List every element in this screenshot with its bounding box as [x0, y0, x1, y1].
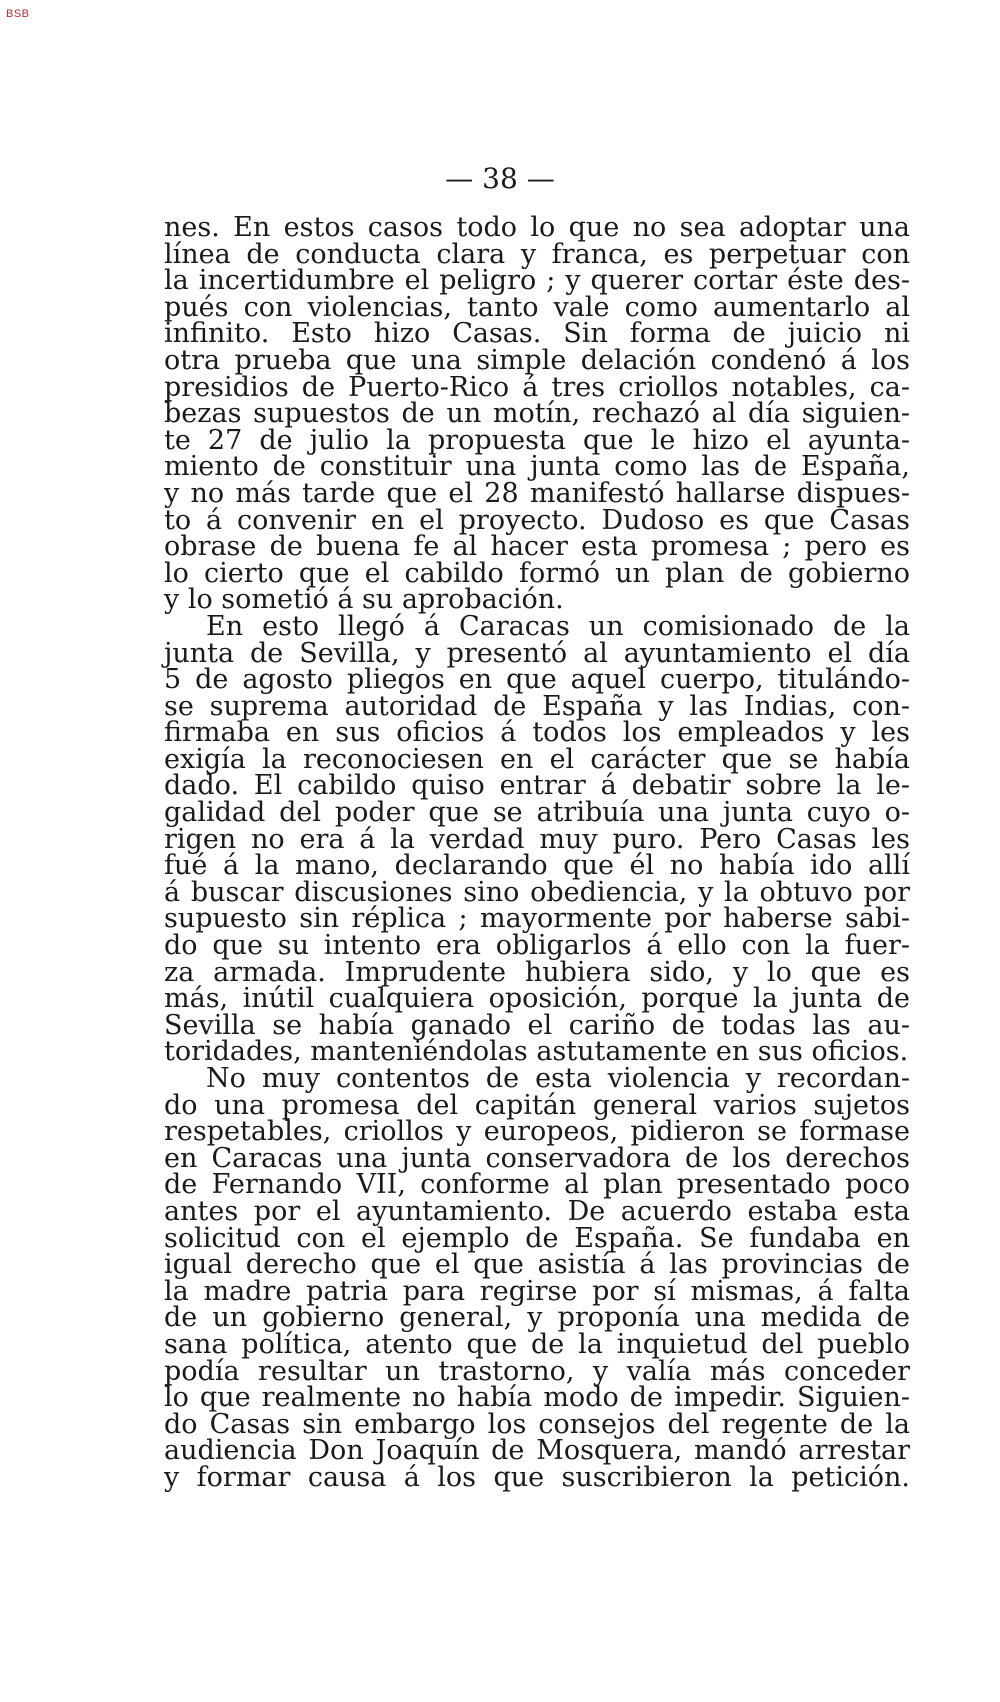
text-line: supuesto sin réplica ; mayormente por haberse sabi- [164, 903, 910, 935]
text-line: á buscar discusiones sino obediencia, y la obtuvo por [164, 876, 910, 908]
text-line: junta de Sevilla, y presentó al ayuntamiento el día [164, 637, 910, 669]
text-line: y no más tarde que el 28 manifestó hallarse dispues- [164, 477, 910, 509]
text-line: más, inútil cualquiera oposición, porque la junta de [164, 983, 910, 1015]
body-text [164, 212, 910, 1493]
text-line: to á convenir en el proyecto. Dudoso es que Casas [164, 504, 910, 536]
text-line: za armada. Imprudente hubiera sido, y lo que es [164, 956, 910, 988]
text-line: de Fernando VII, conforme al plan presentado poco [164, 1169, 910, 1201]
text-line: otra prueba que una simple delación condenó á los [164, 344, 910, 376]
text-line: se suprema autoridad de España y las Indias, con- [164, 690, 910, 722]
text-line: rigen no era á la verdad muy puro. Pero Casas les [164, 823, 910, 855]
text-line: y formar causa á los que suscribieron la petición. [164, 1461, 910, 1493]
text-line: podía resultar un trastorno, y valía más conceder [164, 1355, 910, 1387]
text-line: te 27 de julio la propuesta que le hizo el ayunta- [164, 424, 910, 456]
text-line: presidios de Puerto-Rico á tres criollos notables, ca- [164, 371, 910, 403]
text-line: en Caracas una junta conservadora de los derechos [164, 1142, 910, 1174]
text-line: pués con violencias, tanto vale como aumentarlo al [164, 291, 910, 323]
text-line: sana política, atento que de la inquietud del pueblo [164, 1328, 910, 1360]
text-line: do Casas sin embargo los consejos del regente de la [164, 1408, 910, 1440]
text-line: do que su intento era obligarlos á ello con la fuer- [164, 930, 910, 962]
text-line: toridades, manteniéndolas astutamente en sus oficios. [164, 1036, 909, 1068]
text-line: fué á la mano, declarando que él no había ido allí [164, 850, 910, 882]
text-line: audiencia Don Joaquín de Mosquera, mandó arrestar [164, 1435, 910, 1467]
text-line: dado. El cabildo quiso entrar á debatir sobre la le- [164, 770, 910, 802]
text-line: firmaba en sus oficios á todos los empleados y les [164, 717, 910, 749]
text-line: igual derecho que el que asistía á las provincias de [164, 1249, 910, 1281]
text-line: galidad del poder que se atribuía una junta cuyo o- [164, 797, 910, 829]
text-line: de un gobierno general, y proponía una medida de [164, 1302, 910, 1334]
text-line: la madre patria para regirse por sí mismas, á falta [164, 1275, 910, 1307]
text-line: respetables, criollos y europeos, pidieron se formase [164, 1116, 910, 1148]
text-line: y lo sometió á su aprobación. [164, 584, 564, 616]
text-line: 5 de agosto pliegos en que aquel cuerpo, titulándo- [164, 664, 910, 696]
text-line: Sevilla se había ganado el cariño de todas las au- [164, 1009, 910, 1041]
text-line: No muy contentos de esta violencia y recordan- [206, 1063, 910, 1094]
text-line: nes. En estos casos todo lo que no sea adoptar una [164, 212, 910, 243]
text-line: línea de conducta clara y franca, es perpetuar con [164, 238, 910, 270]
text-line: bezas supuestos de un motín, rechazó al día siguien- [164, 398, 910, 430]
text-line: obrase de buena fe al hacer esta promesa ; pero es [164, 531, 910, 563]
page-number: — 38 — [445, 162, 555, 195]
text-line: la incertidumbre el peligro ; y querer cortar éste des- [164, 265, 910, 297]
text-line: lo que realmente no había modo de impedir. Siguien- [164, 1382, 910, 1414]
text-line: exigía la reconociesen en el carácter que se había [164, 743, 910, 775]
text-line: En esto llegó á Caracas un comisionado de la [206, 610, 910, 642]
text-line: infinito. Esto hizo Casas. Sin forma de juicio ni [164, 318, 910, 350]
text-line: miento de constituir una junta como las de España, [164, 451, 910, 483]
text-line: solicitud con el ejemplo de España. Se fundaba en [164, 1222, 910, 1254]
text-line: antes por el ayuntamiento. De acuerdo estaba esta [164, 1195, 910, 1227]
library-stamp: BSB [6, 8, 30, 20]
text-line: lo cierto que el cabildo formó un plan de gobierno [164, 557, 910, 589]
text-line: do una promesa del capitán general varios sujetos [164, 1089, 910, 1121]
